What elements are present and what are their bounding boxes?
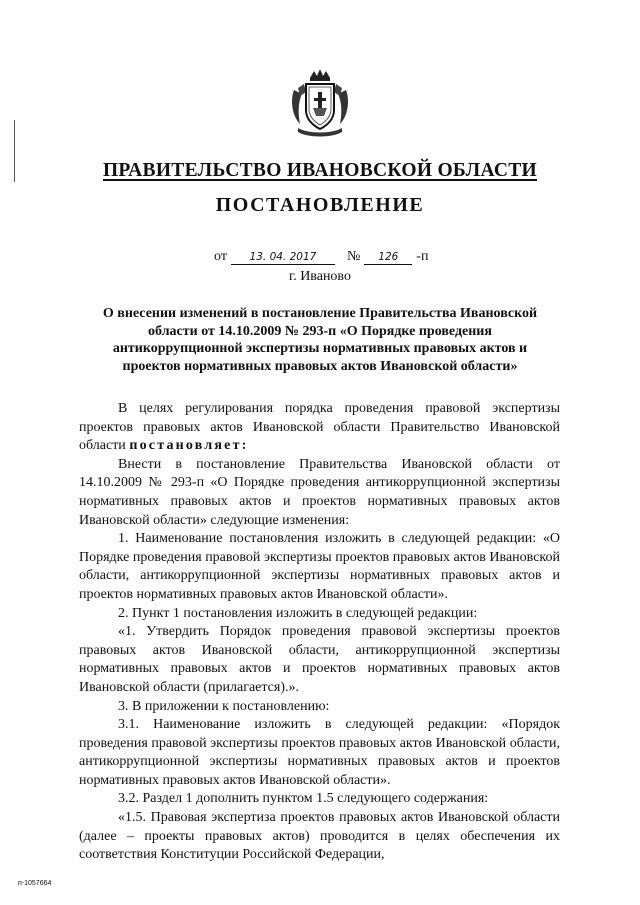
number-value: 126 bbox=[364, 250, 412, 265]
paragraph: «1. Утвердить Порядок проведения правовой экспертизы проектов правовых актов Ивановской области, антикоррупционной экспертизы нормативных правовых актов и проектов нормативных правовых актов Ивановской области (прилагается).». bbox=[79, 624, 560, 695]
number-suffix: -п bbox=[416, 249, 429, 264]
paragraph: 3.1. Наименование изложить в следующей редакции: «Порядок проведения правовой экспертизы проектов правовых актов Ивановской области, антикоррупционной экспертизы нормативных правовых актов и проектов нормативных правовых актов Ивановской области». bbox=[79, 717, 560, 788]
paragraph: 3.2. Раздел 1 дополнить пунктом 1.5 следующего содержания: bbox=[118, 791, 489, 807]
coat-of-arms-emblem bbox=[288, 68, 352, 138]
preamble-text: В целях регулирования порядка проведения правовой экспертизы проектов правовых актов Ивановской области Правительство Ивановской области bbox=[79, 401, 560, 454]
date-prefix: от bbox=[214, 249, 227, 264]
preamble-emphasis: постановляет: bbox=[129, 438, 249, 454]
date-value: 13. 04. 2017 bbox=[231, 250, 335, 265]
document-type: ПОСТАНОВЛЕНИЕ bbox=[215, 194, 425, 216]
paragraph-preamble bbox=[79, 400, 560, 456]
number-prefix: № bbox=[346, 249, 361, 264]
date-number-line bbox=[214, 249, 428, 265]
paragraph: 3. В приложении к постановлению: bbox=[118, 698, 330, 714]
paragraph: 1. Наименование постановления изложить в следующей редакции: «О Порядке проведения правовой экспертизы проектов правовых актов Ивановской области, антикоррупционной экспертизы нормативных правовых актов и проектов нормативных правовых актов Ивановской области». bbox=[79, 531, 560, 602]
organization-title bbox=[0, 160, 640, 182]
paragraph: «1.5. Правовая экспертиза проектов правовых актов Ивановской области (далее – проекты правовых актов) проводится в целях обеспечения их соответствия Конституции Российской Федерации, bbox=[79, 810, 560, 863]
city: г. Иваново bbox=[289, 269, 351, 284]
document-title: О внесении изменений в постановление Правительства Ивановской области от 14.10.2009 № 293-п «О Порядке проведения антикоррупционной экспертизы нормативных правовых актов и проектов нормативных правовых актов Ивановской области» bbox=[102, 306, 538, 374]
organization-title-text: ПРАВИТЕЛЬСТВО ИВАНОВСКОЙ ОБЛАСТИ bbox=[102, 160, 538, 181]
paragraph: 2. Пункт 1 постановления изложить в следующей редакции: bbox=[118, 605, 478, 621]
footer-code: п-1057664 bbox=[18, 880, 52, 887]
document-body bbox=[79, 400, 560, 865]
paragraph: Внести в постановление Правительства Ивановской области от 14.10.2009 № 293-п «О Порядке проведения антикоррупционной экспертизы нормативных правовых актов и проектов нормативных правовых актов Ивановской области» следующие изменения: bbox=[79, 456, 560, 528]
